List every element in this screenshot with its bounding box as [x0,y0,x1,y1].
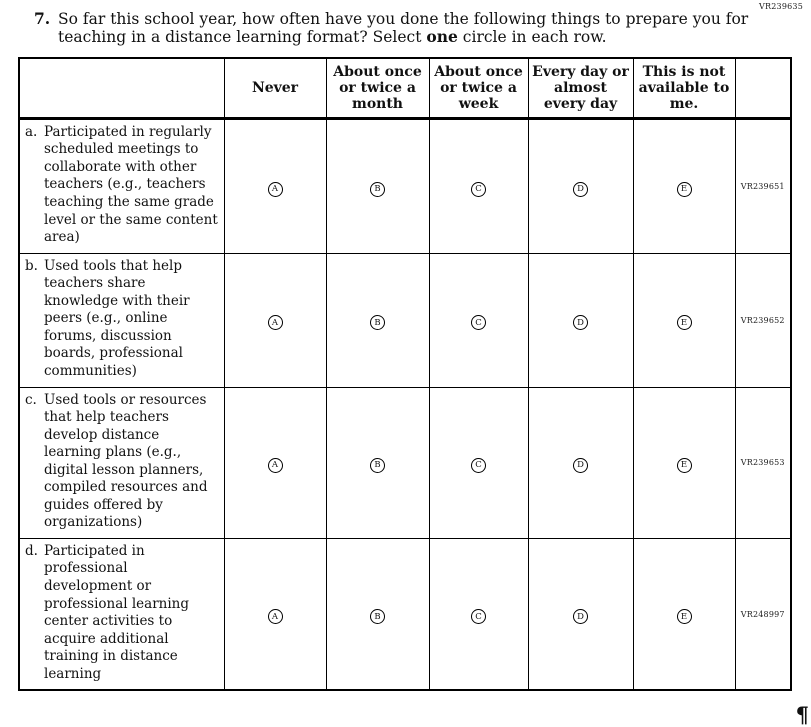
row-d-cell-day [528,538,633,690]
row-b-text: Used tools that help teachers share knowledge with their peers (e.g., online forums, discussion boards, professional communities) [44,257,190,379]
response-grid [18,57,792,692]
row-d-vr-code: VR248997 [735,538,791,690]
question-text-part2: circle in each row. [457,28,607,47]
row-a-text: Participated in regularly scheduled meetings to collaborate with other teachers (e.g., teachers teaching the same grade level or the same content area) [44,123,218,246]
row-b-cell-day [528,253,633,387]
header-once-twice-week: About once or twice a week [429,58,528,119]
row-b-letter: b. [25,257,38,274]
answer-bubble-c[interactable]: C [471,182,486,197]
pilcrow-mark: ¶ [795,702,809,727]
row-d-cell-na [633,538,735,690]
row-c-cell-na [633,387,735,538]
question-bold-word: one [426,27,458,47]
row-a-cell-never [224,118,326,253]
answer-bubble-c[interactable]: C [471,315,486,330]
row-d-cell-month [326,538,429,690]
row-a-cell-na [633,118,735,253]
row-c-cell-month [326,387,429,538]
question-7 [34,10,776,47]
answer-bubble-e[interactable]: E [677,609,692,624]
answer-bubble-a[interactable]: A [268,182,283,197]
row-d-text: Participated in professional development or professional learning center activities to acquire additional training in distance learning [44,542,190,682]
answer-bubble-d[interactable]: D [573,458,588,473]
row-c-vr-code: VR239653 [735,387,791,538]
answer-bubble-e[interactable]: E [677,182,692,197]
header-not-available: This is not available to me. [633,58,735,119]
row-b-cell-week [429,253,528,387]
answer-bubble-a[interactable]: A [268,315,283,330]
answer-bubble-d[interactable]: D [573,609,588,624]
answer-bubble-a[interactable]: A [268,458,283,473]
row-c-item [19,387,224,538]
table-row-a [19,118,791,253]
row-b-cell-month [326,253,429,387]
question-text [58,10,776,47]
question-text-part1: So far this school year, how often have you done the following things to prepare you for teaching in a distance learning format? Select [58,10,749,47]
row-a-cell-month [326,118,429,253]
table-row-b [19,253,791,387]
row-a-cell-day [528,118,633,253]
row-c-cell-never [224,387,326,538]
row-d-cell-never [224,538,326,690]
answer-bubble-b[interactable]: B [370,609,385,624]
row-c-cell-day [528,387,633,538]
row-b-cell-na [633,253,735,387]
answer-bubble-b[interactable]: B [370,315,385,330]
answer-bubble-e[interactable]: E [677,458,692,473]
row-a-vr-code: VR239651 [735,118,791,253]
header-empty-cell [19,58,224,119]
answer-bubble-e[interactable]: E [677,315,692,330]
answer-bubble-c[interactable]: C [471,609,486,624]
header-vr-cell [735,58,791,119]
row-a-letter: a. [25,123,38,140]
answer-bubble-b[interactable]: B [370,458,385,473]
row-d-item [19,538,224,690]
row-c-cell-week [429,387,528,538]
header-row [19,58,791,119]
question-number: 7. [34,9,51,28]
row-b-vr-code: VR239652 [735,253,791,387]
row-a-item [19,118,224,253]
row-d-cell-week [429,538,528,690]
table-row-c [19,387,791,538]
answer-bubble-d[interactable]: D [573,182,588,197]
header-never: Never [224,58,326,119]
row-c-text: Used tools or resources that help teachers develop distance learning plans (e.g., digital lesson planners, compiled resources and guides offered by organizations) [44,391,208,531]
answer-bubble-d[interactable]: D [573,315,588,330]
answer-bubble-c[interactable]: C [471,458,486,473]
row-a-cell-week [429,118,528,253]
answer-bubble-a[interactable]: A [268,609,283,624]
form-code-top: VR239635 [759,2,803,11]
row-b-cell-never [224,253,326,387]
header-once-twice-month: About once or twice a month [326,58,429,119]
table-row-d [19,538,791,690]
row-b-item [19,253,224,387]
answer-bubble-b[interactable]: B [370,182,385,197]
row-c-letter: c. [25,391,37,408]
row-d-letter: d. [25,542,38,559]
header-every-day: Every day or almost every day [528,58,633,119]
